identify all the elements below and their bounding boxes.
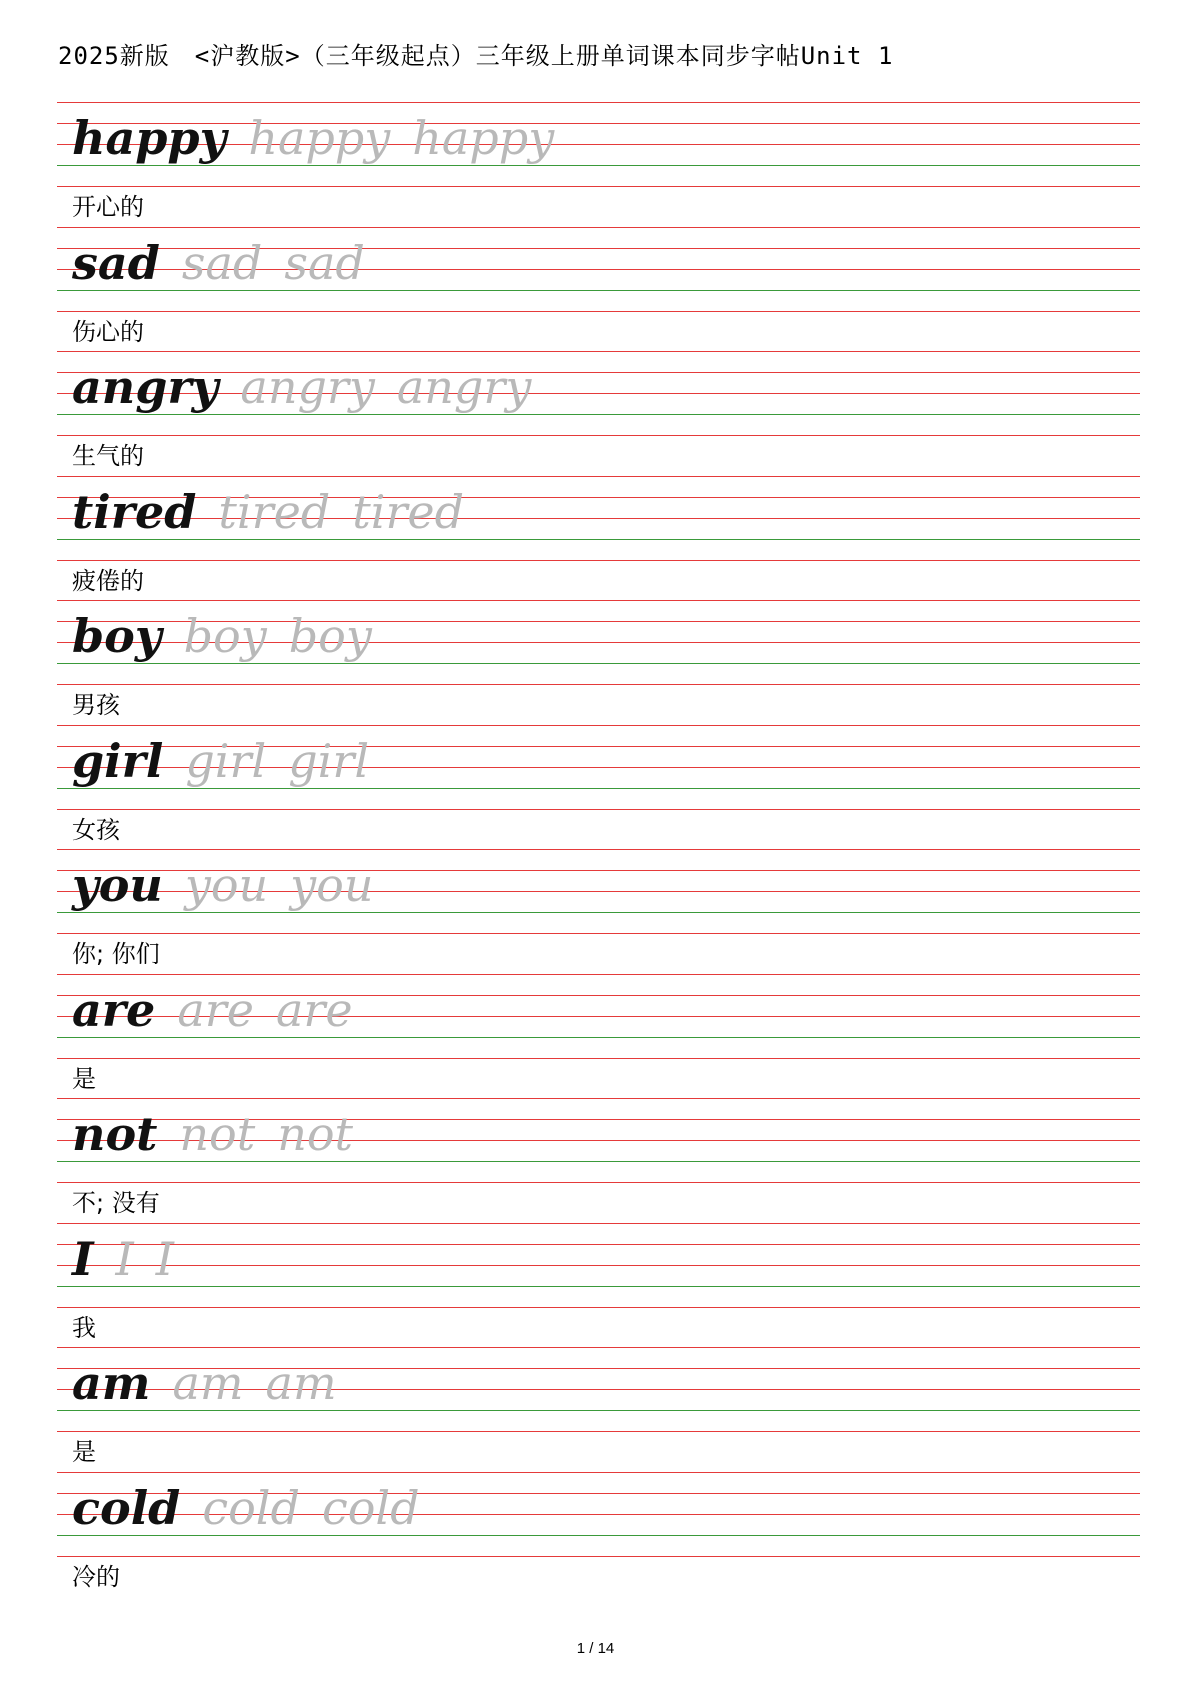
trace-word: are (275, 982, 353, 1037)
chinese-meaning: 你; 你们 (72, 940, 160, 968)
chinese-meaning: 伤心的 (72, 317, 144, 346)
trace-word: not (179, 1107, 256, 1161)
english-word: angry (72, 360, 219, 414)
trace-word: are (177, 982, 254, 1037)
guide-rule (57, 684, 1140, 685)
guide-rule (57, 1223, 1140, 1224)
trace-word: I (155, 1231, 174, 1286)
guide-rule (57, 1431, 1140, 1432)
trace-word: cold (202, 1480, 300, 1535)
chinese-meaning: 男孩 (72, 691, 120, 719)
guide-rule (57, 809, 1140, 810)
chinese-meaning: 不; 没有 (72, 1189, 160, 1217)
chinese-meaning: 是 (72, 1064, 96, 1093)
trace-word: not (277, 1107, 353, 1161)
word-row (72, 1219, 174, 1299)
word-row (72, 596, 372, 676)
trace-word: happy (412, 111, 555, 165)
word-row (72, 845, 373, 925)
word-row (72, 970, 353, 1050)
word-row (72, 1094, 353, 1174)
english-word: not (72, 1107, 158, 1161)
word-entry (57, 1470, 1140, 1594)
chinese-meaning: 开心的 (72, 193, 144, 221)
word-entry (57, 474, 1140, 598)
english-word: I (72, 1231, 94, 1286)
trace-word: I (115, 1231, 134, 1286)
word-entry (57, 1345, 1140, 1469)
trace-word: boy (288, 609, 372, 663)
chinese-meaning: 疲倦的 (72, 566, 144, 595)
guide-rule (57, 1307, 1140, 1308)
guide-rule (57, 1058, 1140, 1059)
english-word: am (72, 1356, 151, 1410)
chinese-meaning: 是 (72, 1438, 96, 1466)
guide-rule (57, 1244, 1140, 1245)
trace-word: cold (321, 1480, 420, 1535)
trace-word: am (265, 1356, 337, 1410)
word-entry (57, 723, 1140, 847)
trace-word: sad (181, 235, 263, 290)
english-word: are (72, 982, 156, 1037)
trace-word: you (184, 858, 269, 912)
guide-rule (57, 1182, 1140, 1183)
word-row (72, 223, 365, 303)
english-word: cold (72, 1480, 181, 1535)
trace-word: happy (248, 111, 391, 165)
word-entry (57, 100, 1140, 224)
word-row (72, 472, 464, 552)
guide-rule (57, 1556, 1140, 1557)
trace-word: you (290, 858, 374, 912)
baseline-rule (57, 1286, 1140, 1287)
word-entry (57, 847, 1140, 971)
word-entry (57, 225, 1140, 349)
guide-rule (57, 311, 1140, 312)
trace-word: sad (284, 235, 365, 290)
page-number: 1 / 14 (576, 1640, 615, 1657)
chinese-meaning: 生气的 (72, 442, 144, 470)
trace-word: tired (218, 484, 331, 539)
english-word: you (72, 858, 163, 912)
chinese-meaning: 冷的 (72, 1562, 120, 1591)
word-entry (57, 598, 1140, 722)
trace-word: am (172, 1356, 244, 1410)
english-word: boy (72, 609, 162, 663)
word-row (72, 721, 369, 801)
trace-word: angry (240, 360, 375, 414)
word-entry (57, 1221, 1140, 1345)
word-row (72, 1468, 420, 1548)
english-word: tired (72, 484, 197, 539)
word-entry (57, 972, 1140, 1096)
trace-word: girl (185, 733, 267, 788)
guide-rule (57, 933, 1140, 934)
trace-word: boy (183, 609, 267, 663)
guide-rule (57, 560, 1140, 561)
guide-rule (57, 1265, 1140, 1266)
trace-word: girl (288, 733, 370, 788)
english-word: sad (72, 235, 160, 290)
page-title: 2025新版 <沪教版>（三年级起点）三年级上册单词课本同步字帖Unit 1 (58, 42, 894, 70)
english-word: girl (72, 733, 164, 788)
word-row (72, 347, 531, 427)
guide-rule (57, 186, 1140, 187)
chinese-meaning: 我 (72, 1313, 96, 1342)
word-row (72, 98, 554, 178)
chinese-meaning: 女孩 (72, 815, 120, 844)
trace-word: tired (352, 484, 465, 539)
word-row (72, 1343, 337, 1423)
word-entry (57, 1096, 1140, 1220)
english-word: happy (72, 111, 227, 165)
trace-word: angry (396, 360, 532, 414)
word-entry (57, 349, 1140, 473)
guide-rule (57, 435, 1140, 436)
